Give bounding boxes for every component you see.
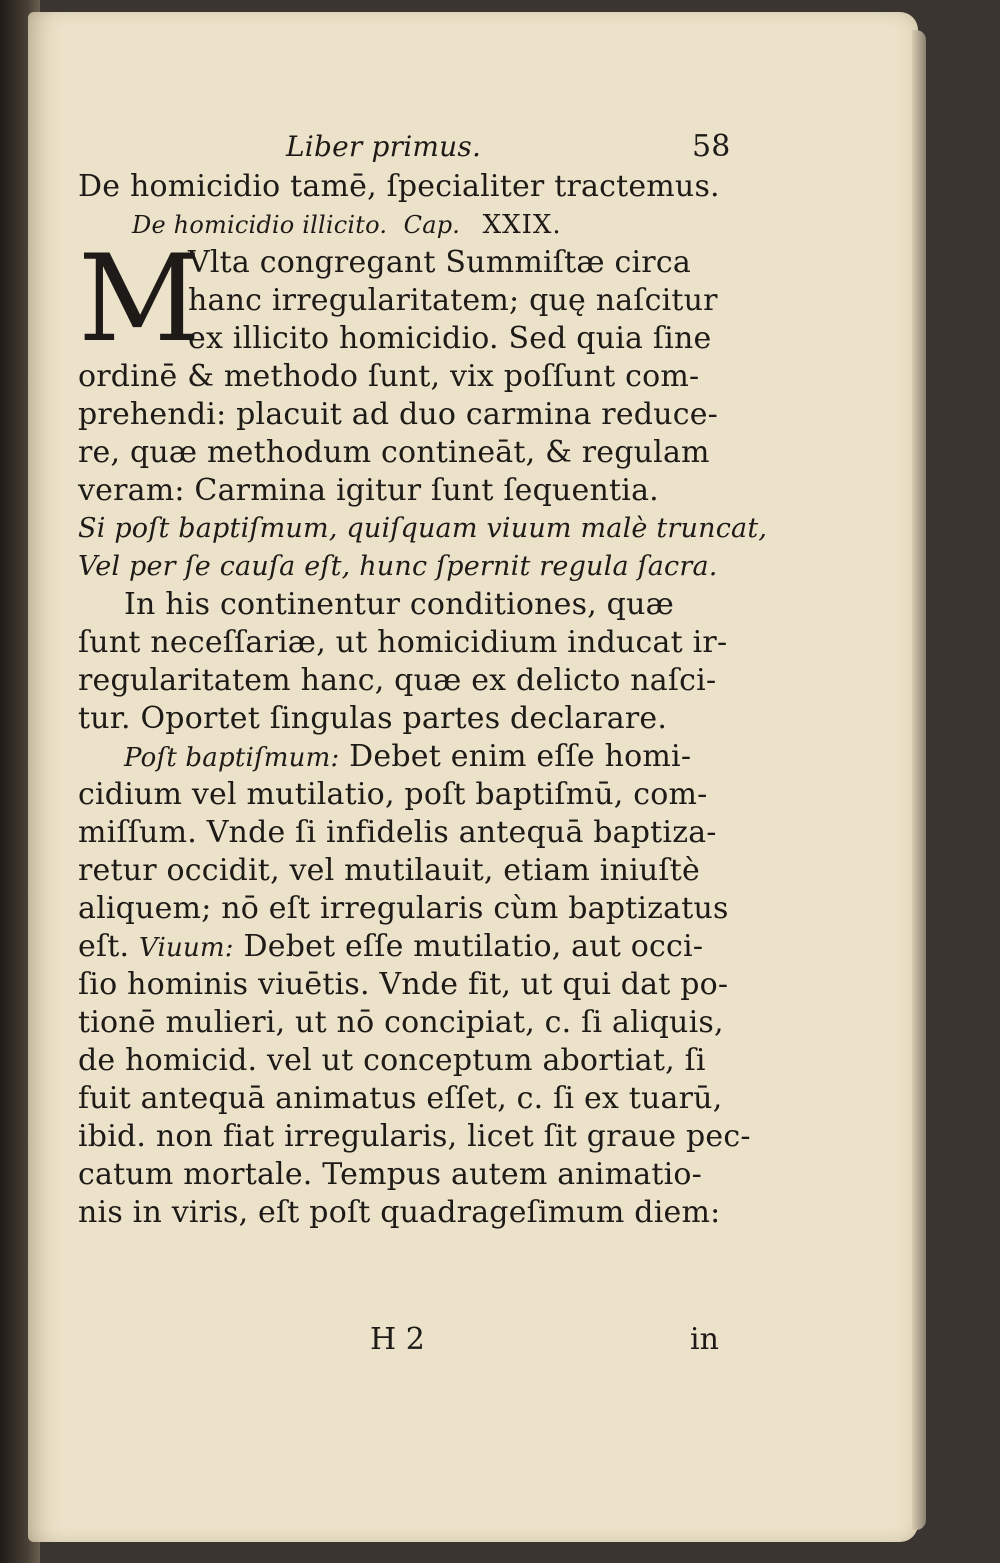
lemma-italic: Viuum: — [139, 933, 234, 963]
text-line: tur. Oportet ſingulas partes declarare. — [78, 701, 668, 736]
text-line: retur occidit, vel mutilauit, etiam iniuſtè — [78, 853, 700, 888]
text-line: cidium vel mutilatio, poſt baptiſmū, com- — [78, 777, 708, 812]
drop-cap-initial: M — [78, 230, 201, 369]
chapter-title: De homicidio illicito. — [132, 211, 388, 239]
folio-number: 58 — [692, 129, 731, 164]
verse-line: Vel per ſe cauſa eſt, hunc ſpernit regula ſacra. — [78, 551, 718, 582]
text-line: re, quæ methodum contineāt, & regulam — [78, 435, 710, 470]
text-line: Vlta congregant Summiſtæ circa — [188, 245, 691, 280]
running-title: Liber primus. — [286, 130, 482, 163]
text-span: eſt. — [78, 929, 139, 964]
text-line — [78, 738, 738, 776]
chapter-number: XXIX. — [482, 210, 562, 240]
text-line: nis in viris, eſt poſt quadrageſimum diem: — [78, 1195, 721, 1230]
text-span: Debet enim eſſe homi- — [339, 739, 692, 774]
page-edge — [912, 30, 926, 1530]
text-line: hanc irregularitatem; quę naſcitur — [188, 283, 718, 318]
catchword: in — [690, 1322, 719, 1357]
verse-line: Si poſt baptiſmum, quiſquam viuum malè truncat, — [78, 513, 768, 544]
text-line: veram: Carmina igitur ſunt ſequentia. — [78, 473, 659, 508]
text-line: fuit antequā animatus eſſet, c. ſi ex tuarū, — [78, 1081, 723, 1116]
text-line: ibid. non fiat irregularis, licet ſit graue pec- — [78, 1119, 751, 1154]
chapter-cap-label: Cap. — [403, 211, 461, 239]
lemma-italic: Poſt baptiſmum: — [124, 743, 340, 773]
text-line: catum mortale. Tempus autem animatio- — [78, 1157, 702, 1192]
text-line: De homicidio tamē, ſpecialiter tractemus. — [78, 169, 720, 204]
initial-paragraph — [78, 230, 738, 369]
text-line: ſio hominis viuētis. Vnde fit, ut qui dat po- — [78, 967, 729, 1002]
text-line: In his continentur conditiones, quæ — [124, 587, 675, 622]
text-span: Debet eſſe mutilatio, aut occi- — [233, 929, 704, 964]
text-line: ex illicito homicidio. Sed quia ſine — [188, 321, 712, 356]
running-head — [78, 128, 738, 168]
text-line: regularitatem hanc, quæ ex delicto naſci- — [78, 663, 717, 698]
text-line: ordinē & methodo ſunt, vix poſſunt com- — [78, 359, 700, 394]
text-line: miſſum. Vnde ſi infidelis antequā baptiza- — [78, 815, 717, 850]
text-line — [78, 928, 738, 966]
text-line: de homicid. vel ut conceptum abortiat, ſi — [78, 1043, 706, 1078]
text-line: aliquem; nō eſt irregularis cùm baptizatus — [78, 891, 729, 926]
text-line: prehendi: placuit ad duo carmina reduce- — [78, 397, 719, 432]
signature-mark: H 2 — [370, 1322, 425, 1357]
text-block — [78, 128, 768, 1232]
text-line: tionē mulieri, ut nō concipiat, c. ſi aliquis, — [78, 1005, 724, 1040]
text-line: ſunt neceſſariæ, ut homicidium inducat ir- — [78, 625, 728, 660]
